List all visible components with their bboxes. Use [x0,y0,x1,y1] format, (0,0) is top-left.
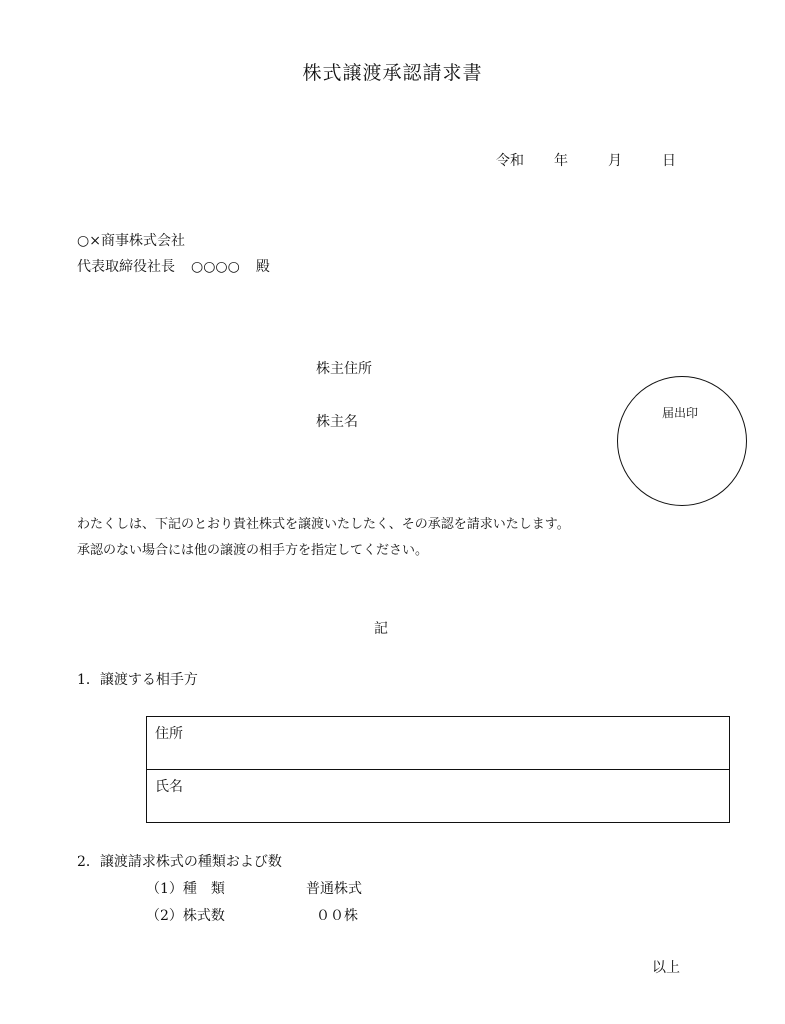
seal-label: 届出印 [662,406,699,420]
date-month-unit: 月 [608,153,622,169]
share-type-value: 普通株式 [306,881,362,897]
transferee-name-label: 氏名 [155,779,183,795]
date-line [496,150,676,170]
body-text-line-2: 承認のない場合には他の譲渡の相手方を指定してください。 [77,543,429,558]
transferee-address-label: 住所 [155,726,183,742]
shareholder-address-label: 株主住所 [316,361,372,377]
recipient-company: ○×商事株式会社 [77,233,185,249]
transferee-address-row[interactable] [147,717,729,770]
share-count-label: （2）株式数 [146,908,225,924]
share-type-label: （1）種 類 [146,881,225,897]
shareholder-name-label: 株主名 [316,414,358,430]
section-2-heading: 2．譲渡請求株式の種類および数 [77,854,282,870]
date-year-unit: 年 [554,153,568,169]
recipient-line [77,256,270,276]
body-text-line-1: わたくしは、下記のとおり貴社株式を譲渡いたしたく、その承認を請求いたします。 [77,517,570,532]
seal-circle [617,376,747,506]
share-count-value: ００株 [316,908,358,924]
closing-text: 以上 [652,960,680,976]
recipient-name: ○○○○ [191,259,240,275]
section-1-heading: 1．譲渡する相手方 [77,672,198,688]
ki-heading: 記 [374,621,388,637]
transferee-name-row[interactable] [147,770,729,823]
transferee-table [146,716,730,823]
date-era: 令和 [496,153,524,169]
recipient-position: 代表取締役社長 [77,259,175,275]
recipient-honorific: 殿 [255,259,270,275]
date-day-unit: 日 [662,153,676,169]
document-title: 株式譲渡承認請求書 [302,62,483,84]
